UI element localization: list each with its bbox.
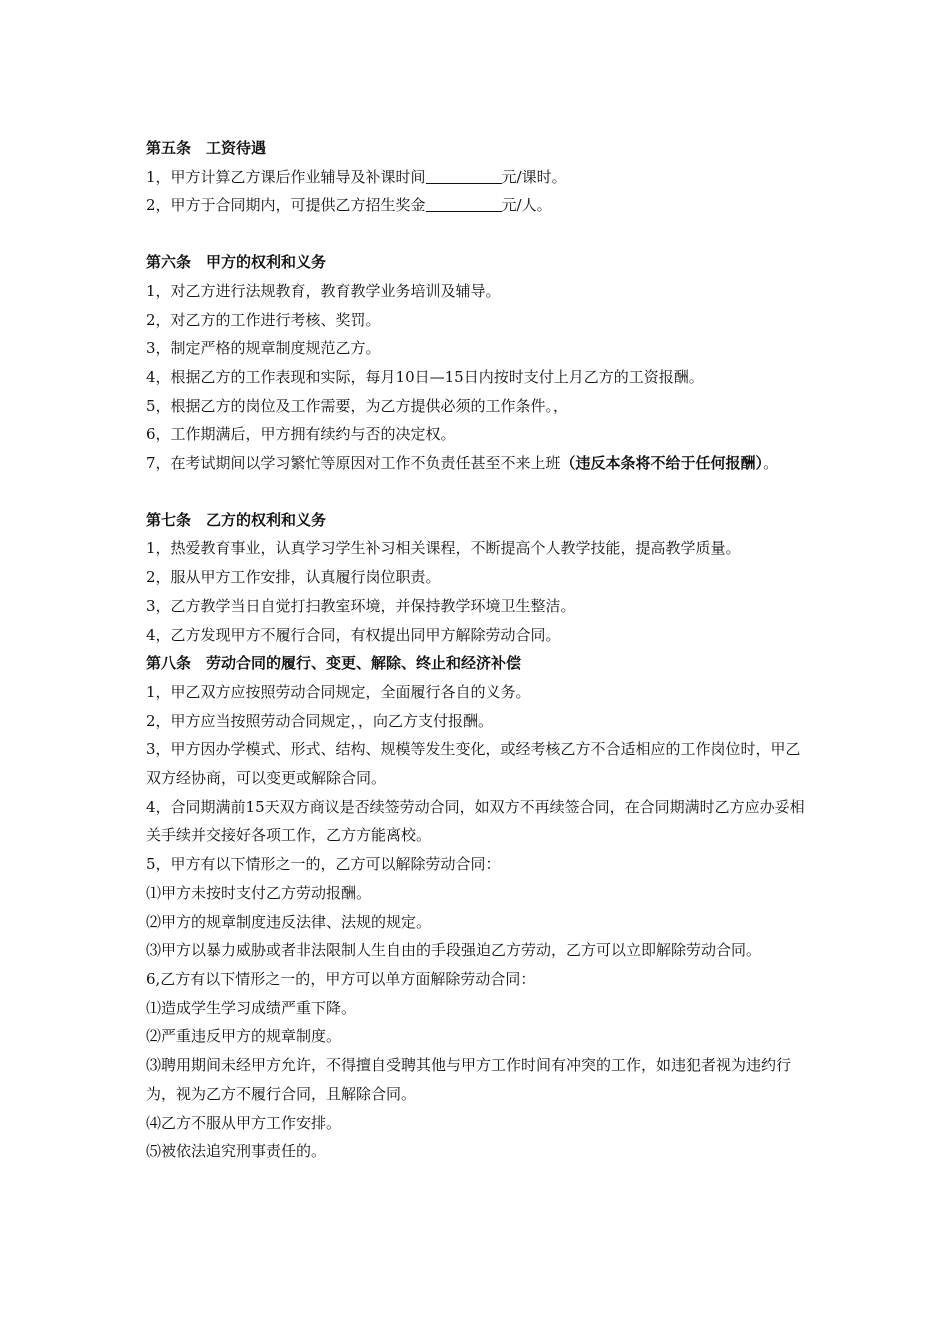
s6-item-7-text: 7，在考试期间以学习繁忙等原因对工作不负责任甚至不来上班 (146, 454, 561, 473)
s6-item: 4，根据乙方的工作表现和实际，每月10日—15日内按时支付上月乙方的工资报酬。 (146, 367, 704, 386)
s6-item-7-emphasis: （违反本条将不给于任何报酬） (560, 454, 764, 473)
s8-item: 2，甲方应当按照劳动合同规定，，向乙方支付报酬。 (146, 711, 494, 730)
s8-item: 3，甲方因办学模式、形式、结构、规模等发生变化，或经考核乙方不合适相应的工作岗位时，甲乙双方经协商，可以变更或解除合同。 (146, 740, 801, 788)
s5-item-2-unit: 元/人。 (501, 196, 552, 215)
s7-item: 2，服从甲方工作安排，认真履行岗位职责。 (146, 568, 441, 587)
section-5-title: 第五条 工资待遇 (146, 139, 267, 157)
s7-item: 4，乙方发现甲方不履行合同，有权提出同甲方解除劳动合同。 (146, 625, 561, 644)
s8-item: 6,乙方有以下情形之一的，甲方可以单方面解除劳动合同： (146, 969, 536, 988)
s6-item: 2，对乙方的工作进行考核、奖罚。 (146, 310, 381, 329)
s5-item-1-unit: 元/课时。 (501, 167, 567, 186)
s8-item: ⑵严重违反甲方的规章制度。 (146, 1027, 342, 1046)
blank-field (426, 197, 502, 212)
s8-item: ⑵甲方的规章制度违反法律、法规的规定。 (146, 912, 432, 931)
section-7-title: 第七条 乙方的权利和义务 (146, 510, 327, 529)
s8-item: 1，甲乙双方应按照劳动合同规定，全面履行各自的义务。 (146, 682, 531, 701)
s8-item: 5，甲方有以下情形之一的，乙方可以解除劳动合同： (146, 855, 501, 874)
s6-item: 3，制定严格的规章制度规范乙方。 (146, 339, 381, 358)
s8-item: ⑶聘用期间未经甲方允许，不得擅自受聘其他与甲方工作时间有冲突的工作，如违犯者视为违约行为，视为乙方不履行合同，且解除合同。 (146, 1056, 792, 1103)
s8-item: ⑴造成学生学习成绩严重下降。 (146, 998, 357, 1017)
s6-item: 6，工作期满后，甲方拥有续约与否的决定权。 (146, 425, 456, 444)
s7-item: 1，热爱教育事业，认真学习学生补习相关课程，不断提高个人教学技能，提高教学质量。 (146, 539, 741, 558)
document-body (146, 134, 814, 1166)
s5-item-2-text: 2，甲方于合同期内，可提供乙方招生奖金 (146, 196, 426, 215)
s6-item: 5，根据乙方的岗位及工作需要，为乙方提供必须的工作条件。， (146, 396, 569, 415)
s6-item-7-end: 。 (763, 454, 779, 473)
section-8-title: 第八条 劳动合同的履行、变更、解除、终止和经济补偿 (146, 654, 522, 673)
s8-item: ⑶甲方以暴力威胁或者非法限制人生自由的手段强迫乙方劳动，乙方可以立即解除劳动合同。 (146, 941, 762, 960)
s8-item: ⑸被依法追究刑事责任的。 (146, 1142, 327, 1161)
section-6-title: 第六条 甲方的权利和义务 (146, 253, 327, 272)
s5-item-1-text: 1，甲方计算乙方课后作业辅导及补课时间 (146, 167, 426, 186)
s6-item: 1，对乙方进行法规教育，教育教学业务培训及辅导。 (146, 281, 501, 300)
s8-item: ⑷乙方不服从甲方工作安排。 (146, 1113, 342, 1132)
s6-item-7 (146, 449, 814, 478)
s8-item: ⑴甲方未按时支付乙方劳动报酬。 (146, 883, 372, 902)
blank-field (426, 169, 502, 184)
s7-item: 3，乙方教学当日自觉打扫教室环境，并保持教学环境卫生整洁。 (146, 596, 576, 615)
s5-item-1 (146, 163, 814, 192)
s8-item: 4，合同期满前15天双方商议是否续签劳动合同，如双方不再续签合同，在合同期满时乙方应办妥相关手续并交接好各项工作，乙方方能离校。 (146, 797, 805, 845)
s5-item-2 (146, 191, 814, 220)
